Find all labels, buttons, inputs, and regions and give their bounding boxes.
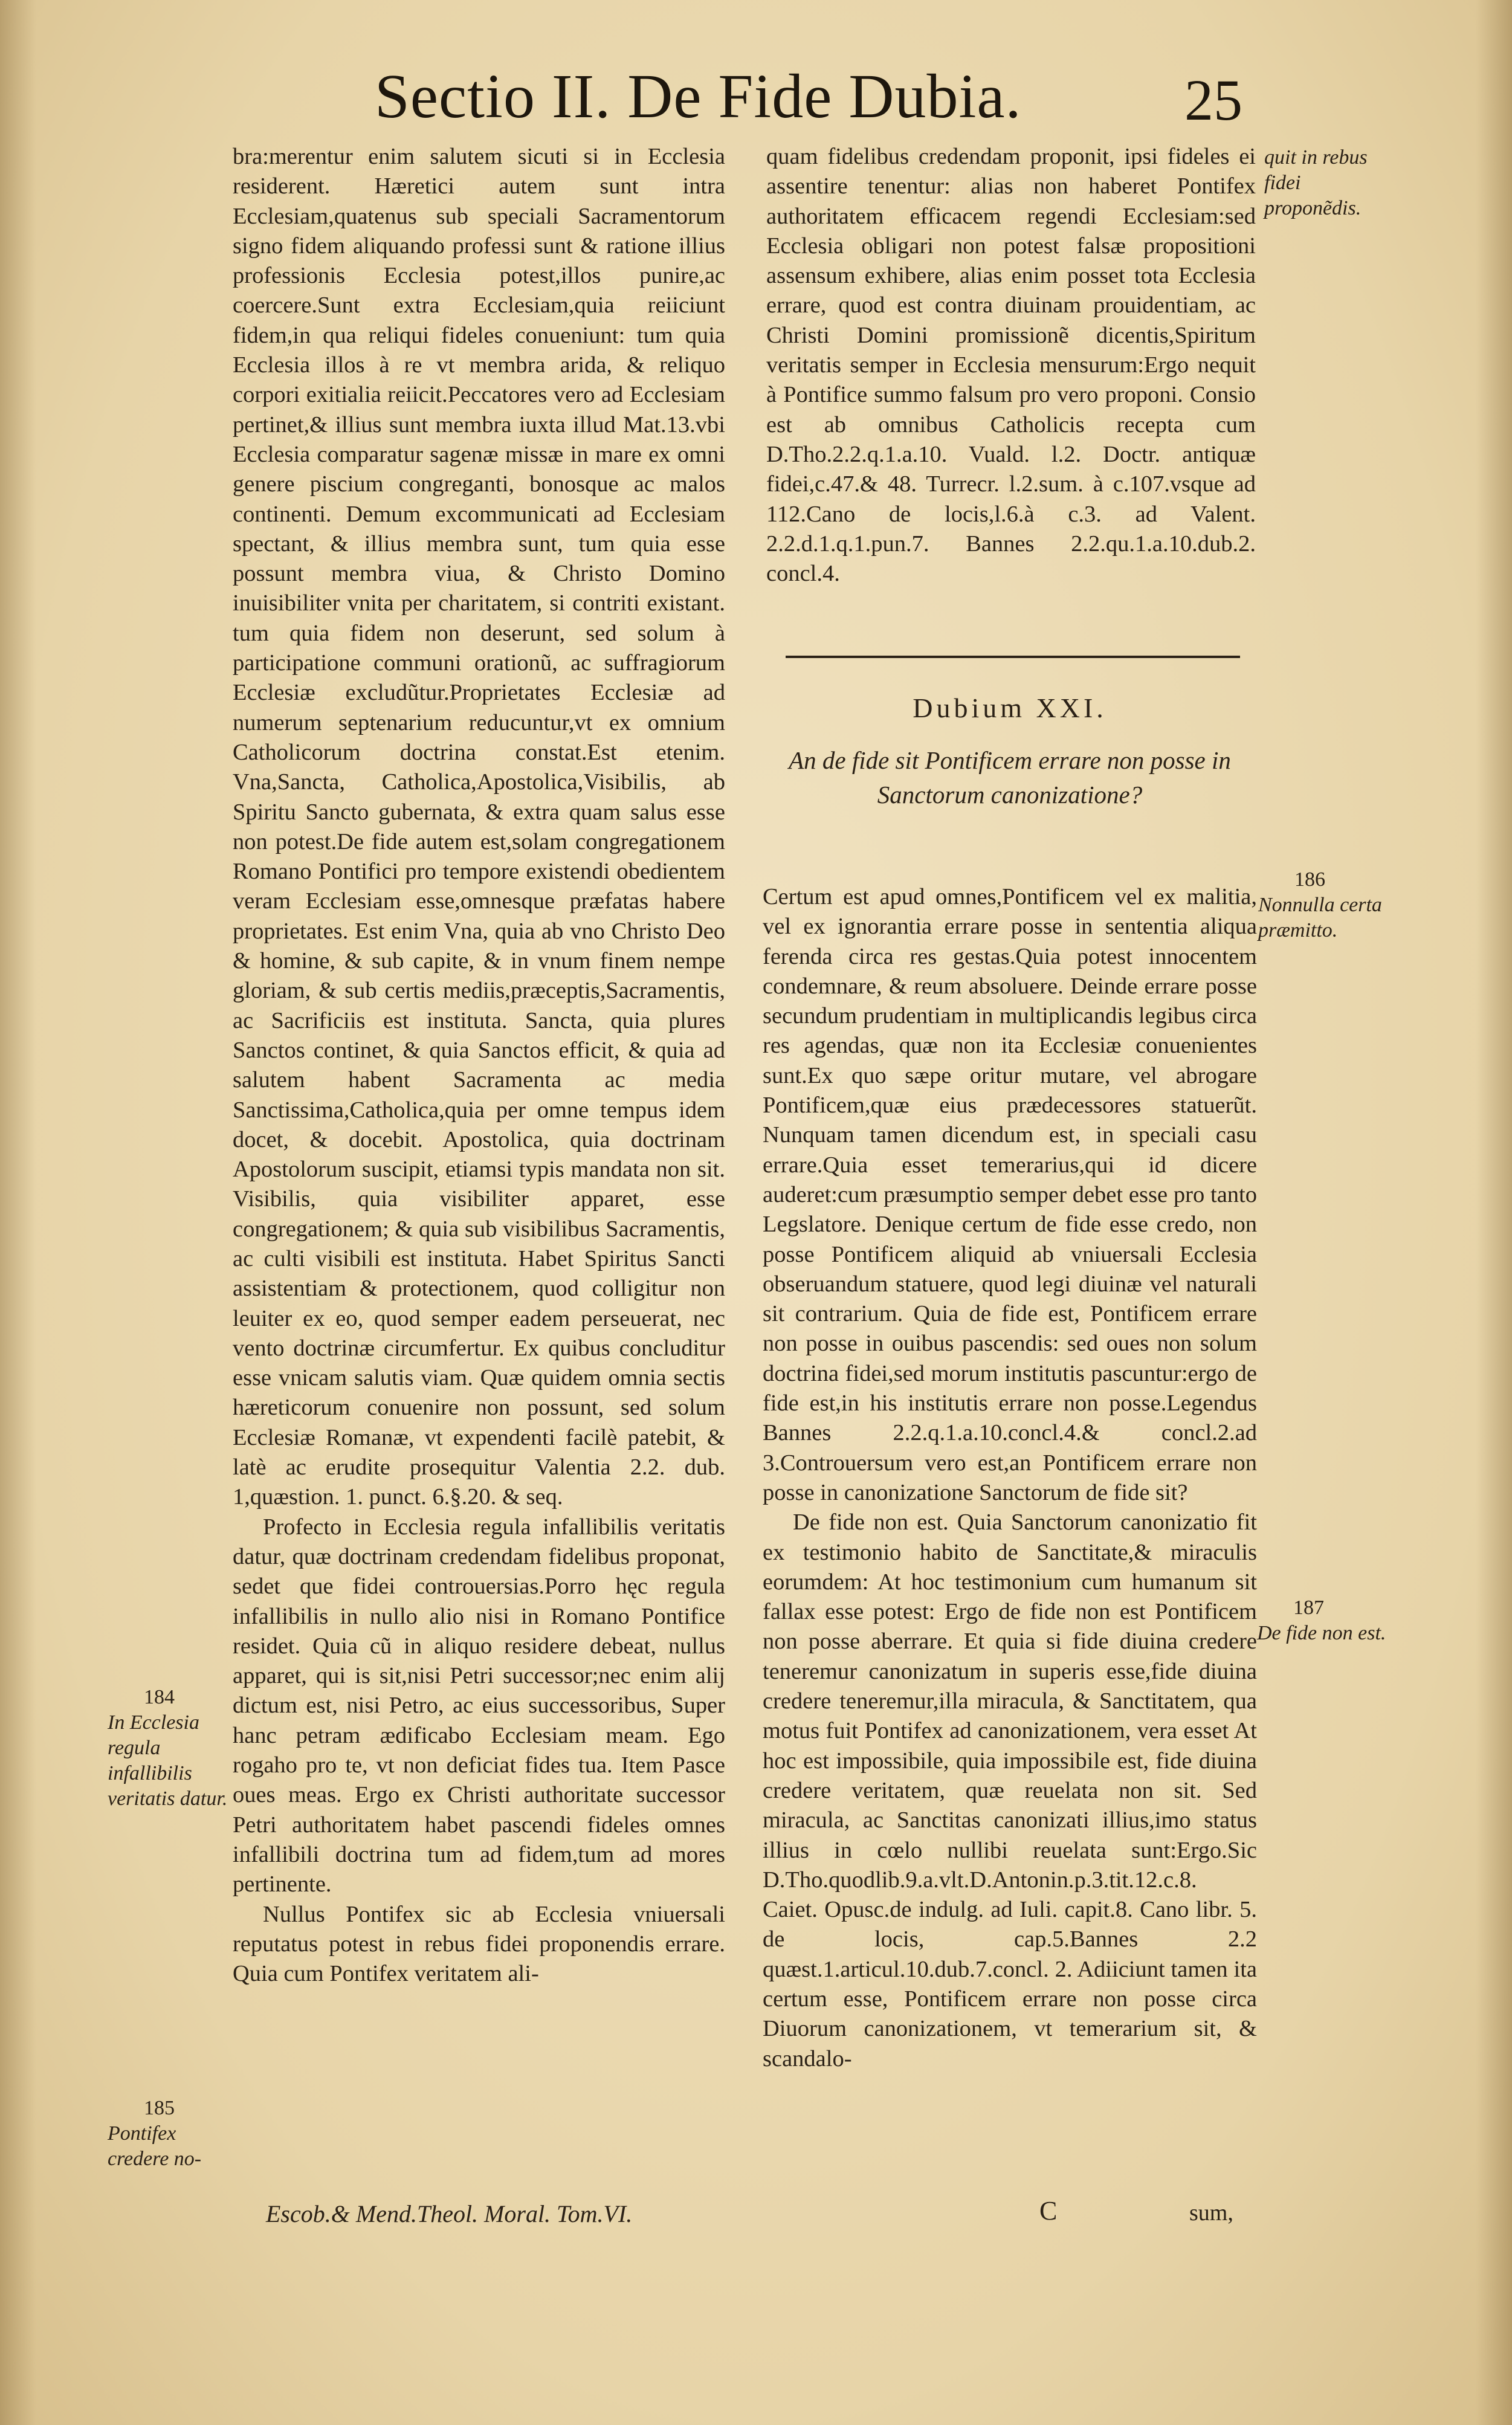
running-head: Sectio II. De Fide Dubia. — [375, 62, 1022, 131]
marginal-text: De fide non est. — [1257, 1622, 1386, 1644]
marginal-note-right-top — [1264, 145, 1394, 221]
page-edge-shadow-left — [0, 0, 36, 2425]
marginal-number: 184 — [144, 1686, 175, 1708]
marginal-number: 186 — [1294, 868, 1325, 891]
marginal-note-187 — [1257, 1595, 1402, 1646]
right-paragraph-1: Certum est apud omnes,Pontificem vel ex malitia, vel ex ignorantia errare posse in sententia aliqua ferenda circa res gestas.Quia potest innocentem condemnare, & reum absoluere. Deinde errare posse secundum prudentiam in multiplicandis legibus circa res agendas, quæ non ita Ecclesiæ conuenientes sunt.Ex quo sæpe oritur mutare, vel abrogare Pontificem,quæ eius prædecessores statuerũt. Nunquam tamen dicendum est, in speciali casu errare.Quia esset temerarius,qui id dicere auderet:cum præsumptio semper debet esse pro tanto Legslatore. Denique certum de fide esse credo, non posse Pontificem aliquid ab vniuersali Ecclesia obseruandum statuere, quod legi diuinæ vel naturali sit contrarium. Quia de fide est, Pontificem errare non posse in ouibus pascendis: sed oues non solum doctrina fidei,sed morum institutis pascuntur:ergo de fide est,in his institutis errare non posse.Legendus Bannes 2.2.q.1.a.10.concl.4.& concl.2.ad 3.Controuersum vero est,an Pontificem errare non posse in canonizatione Sanctorum de fide sit? — [763, 884, 1257, 1505]
marginal-text: Pontifex credere no- — [108, 2122, 202, 2170]
dubium-question: An de fide sit Pontificem errare non posse in Sanctorum canonizatione? — [789, 746, 1231, 809]
footer-signature-mark: C — [1039, 2196, 1058, 2226]
marginal-number: 185 — [144, 2097, 175, 2119]
right-top-paragraph: quam fidelibus credendam proponit, ipsi fideles ei assentire tenentur: alias non haberet Pontifex authoritatem efficacem regendi Ecclesiam:sed Ecclesia obligari non potest falsæ propositioni assensum exhibere, alias enim posset tota Ecclesia errare, quod est contra diuinam prouidentiam, ac Christi Domini promissionẽ dicentis,Spiritum veritatis semper in Ecclesia mensurum:Ergo nequit à Pontifice summo falsum pro vero proponi. Consio est ab omnibus Catholicis recepta cum D.Tho.2.2.q.1.a.10. Vuald. l.2. Doctr. antiquæ fidei,c.47.& 48. Turrecr. l.2.sum. à c.107.vsque ad 112.Cano de locis,l.6.à c.3. ad Valent. 2.2.d.1.q.1.pun.7. Bannes 2.2.qu.1.a.10.dub.2. concl.4. — [766, 144, 1256, 587]
marginal-note-185 — [108, 2096, 231, 2172]
right-paragraph-2: De fide non est. Quia Sanctorum canonizatio fit ex testimonio habito de Sanctitate,& miraculis eorumdem: At hoc testimonium cum humanum sit fallax esse potest: Ergo de fide non est Pontificem non posse aberrare. Et quia si fide diuina credere teneremur canonizatum in superis esse,fide diuina credere teneremur,illa miracula, & Sanctitatem, qua motus fuit Pontifex ad canonizationem, vera esset At hoc est impossibile, quia impossibile est, fide diuina credere veritatem, quæ reuelata non sit. Sed miracula, ac Sanctitas canonizati illius,imo status illius in cœlo nullibi reuelata sunt:Ergo.Sic D.Tho.quodlib.9.a.vlt.D.Antonin.p.3.tit.12.c.8. Caiet. Opusc.de indulg. ad Iuli. capit.8. Cano libr. 5. de locis, cap.5.Bannes 2.2 quæst.1.articul.10.dub.7.concl. 2. Adiiciunt tamen ita certum esse, Pontificem errare non posse circa Diuorum canonizationem, vt temerarium sit, & scandalo- — [763, 1510, 1257, 2071]
footer-signature-line: Escob.& Mend.Theol. Moral. Tom.VI. — [266, 2200, 633, 2227]
marginal-note-184 — [108, 1685, 231, 1812]
marginal-text: Nonnulla certa præmitto. — [1258, 894, 1382, 941]
marginal-number: 187 — [1293, 1597, 1324, 1619]
footer-catchword: sum, — [1189, 2200, 1233, 2226]
right-column — [763, 882, 1257, 2074]
page-edge-shadow-right — [1476, 0, 1512, 2425]
left-paragraph-1: bra:merentur enim salutem sicuti si in Ecclesia residerent. Hæretici autem sunt intra Ecclesiam,quatenus sub speciali Sacramentorum signo fidem aliquando professi sunt & ratione illius professionis Ecclesia potest,illos punire,ac coercere.Sunt extra Ecclesiam,quia reiiciunt fidem,in qua reliqui fideles conueniunt: tum quia Ecclesia illos à re vt membra arida, & reliquo corpori exitialia reiicit.Peccatores vero ad Ecclesiam pertinet,& illius sunt membra iuxta illud Mat.13.vbi Ecclesia comparatur sagenæ missæ in mare ex omni genere piscium congreganti, bonosque ac malos continenti. Demum excommunicati ad Ecclesiam spectant, & illius membra sunt, tum quia esse possunt membra viua, & Christo Domino inuisibiliter vnita per charitatem, si contriti existant. tum quia fidem non deserunt, sed solum à participatione communi orationũ, ac suffragiorum Ecclesiæ excludũtur.Proprietates Ecclesiæ ad numerum septenarium reducuntur,vt ex omnium Catholicorum doctrina constat.Est etenim. Vna,Sancta, Catholica,Apostolica,Visibilis, ab Spiritu Sancto gubernata, & extra quam salus esse non potest.De fide autem est,solam congregationem Romano Pontifici pro tempore existendi obedientem veram Ecclesiam esse,omnesque præfatas habere proprietates. Est enim Vna, quia ab vno Christo Deo & homine, & sub capite, & in vnum finem nempe gloriam, & sub certis mediis,præceptis,Sacramentis, ac Sacrificiis est instituta. Sancta, quia plures Sanctos continet, & quia Sanctos efficit, & quia ad salutem habent Sacramenta ac media Sanctissima,Catholica,quia per omne tempus idem docet, & docebit. Apostolica, quia doctrinam Apostolorum suscipit, etiamsi typis mandata non sit. Visibilis, quia visibiliter apparet, esse congregationem; & quia sub visibilibus Sacramentis, ac culti visibili est instituta. Habet Spiritus Sancti assistentiam & protectionem, quod colligitur non leuiter ex eo, quod semper eadem perseuerat, nec vento doctrinæ circumfertur. Ex quibus concluditur esse vnicam salutis viam. Quæ quidem omnia sectis hæreticorum conuenire non possunt, sed solum Ecclesiæ Romanæ, vt expendenti facilè patebit, & latè ac erudite prosequitur Valentia 2.2. dub. 1,quæstion. 1. punct. 6.§.20. & seq. — [233, 144, 725, 1510]
left-column — [233, 142, 725, 1989]
marginal-note-186 — [1258, 867, 1391, 943]
section-divider-rule — [786, 656, 1240, 658]
left-paragraph-3: Nullus Pontifex sic ab Ecclesia vniuersali reputatus potest in rebus fidei proponendis errare. Quia cum Pontifex veritatem ali- — [233, 1901, 725, 1987]
marginal-text: In Ecclesia regula infallibilis veritatis datur. — [108, 1711, 228, 1810]
marginal-text: quit in rebus fidei proponẽdis. — [1264, 146, 1368, 219]
page-number: 25 — [1184, 68, 1242, 132]
right-column-top — [766, 142, 1256, 589]
dubium-heading: Dubium XXI. — [913, 693, 1107, 723]
left-paragraph-2: Profecto in Ecclesia regula infallibilis veritatis datur, quæ doctrinam credendam fidelibus proponat, sedet que fidei controuersias.Porro hęc regula infallibilis in nullo alio nisi in Romano Pontifice residet. Quia cũ in aliquo residere debeat, nullus apparet, qui is sit,nisi Petri successor;nec enim alij dictum est, nisi Petro, ac eius successoribus, Super hanc petram ædificabo Ecclesiam meam. Ego rogaho pro te, vt non deficiat fides tua. Item Pasce oues meas. Ergo ex Christi authoritate successor Petri authoritatem habet pascendi fideles omnes infallibili doctrina tum ad fidem,tum ad mores pertinente. — [233, 1514, 725, 1897]
